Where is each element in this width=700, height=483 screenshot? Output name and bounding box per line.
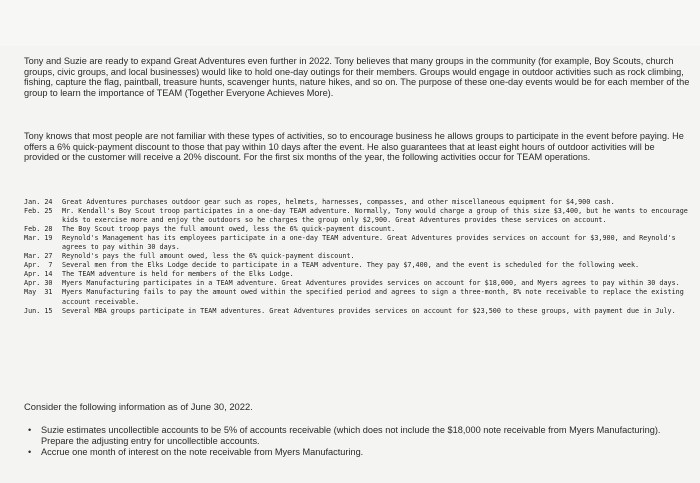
transaction-date: Apr. 14 [24,270,53,279]
transaction-text: Several men from the Elks Lodge decide to participate in a TEAM adventure. They pay $7,400, and the event is scheduled for the following week. [62,261,640,270]
consider-heading: Consider the following information as of June 30, 2022. [24,401,253,412]
transaction-row [24,198,692,207]
transaction-text: Great Adventures purchases outdoor gear such as ropes, helmets, harnesses, compasses, and other miscellaneous equipment for $4,900 cash. [62,198,615,206]
transaction-date: Mar. 19 [24,234,53,243]
transaction-row [24,307,692,316]
list-item [24,447,690,458]
transaction-date: May 31 [24,288,53,297]
list-item [24,425,690,447]
transaction-row [24,207,692,225]
transaction-text: Reynold's Management has its employees participate in a one-day TEAM adventure. Great Adventures provides services on account for $3,900, and Reynold's agrees to pay within 30 days. [62,234,676,252]
transaction-text: The TEAM adventure is held for members of the Elks Lodge. [62,270,294,279]
transaction-text: Myers Manufacturing participates in a TEAM adventure. Great Adventures provides services on account for $18,000, and Myers agrees to pay within 30 days. [62,279,680,288]
transaction-row [24,225,692,234]
requirements-list [24,425,690,457]
transaction-date: Feb. 28 [24,225,53,234]
transaction-row [24,288,692,306]
requirement-text: Suzie estimates uncollectible accounts to be 5% of accounts receivable (which does not include the $18,000 note receivable from Myers Manufacturing). Prepare the adjusting entry for uncollectible accounts. [41,425,661,446]
top-blank-area [0,0,700,46]
transaction-text: The Boy Scout troop pays the full amount owed, less the 6% quick-payment discount. [62,225,396,234]
intro-paragraph-2: Tony knows that most people are not familiar with these types of activities, so to encourage business he allows groups to participate in the event before paying. He offers a 6% quick-payment discount to those that pay within 10 days after the event. He also guarantees that at least eight hours of outdoor activities will be provided or the customer will receive a 20% discount. For the first six months of the year, the following activities occur for TEAM operations. [24,131,684,163]
transaction-row [24,279,692,288]
transaction-text: Mr. Kendall's Boy Scout troop participates in a one-day TEAM adventure. Normally, Tony would charge a group of this size $3,400, but he wants to encourage kids to exercise more and enjoy the outdoors so he charges the group only $2,900. Great Adventures provides these services on account. [62,207,688,225]
bullet-icon: • [28,425,32,435]
transaction-date: Mar. 27 [24,252,53,261]
transaction-date: Feb. 25 [24,207,53,216]
transaction-date: Jun. 15 [24,306,53,315]
intro-paragraph-1: Tony and Suzie are ready to expand Great Adventures even further in 2022. Tony believes that many groups in the community (for example, Boy Scouts, church groups, civic groups, and local businesses) would like to hold one-day outings for their members. Groups would engage in outdoor activities such as rock climbing, fishing, capture the flag, paintball, treasure hunts, scavenger hunts, nature hikes, and so on. The purpose of these one-day events would be for each member of the group to learn the importance of TEAM (Together Everyone Achieves More). [24,56,690,98]
transaction-text: Reynold's pays the full amount owed, less the 6% quick-payment discount. [62,252,355,261]
transaction-row [24,270,692,279]
transaction-row [24,261,692,270]
requirement-text: Accrue one month of interest on the note receivable from Myers Manufacturing. [41,446,364,457]
transaction-row [24,252,692,261]
transaction-date: Apr. 30 [24,279,53,288]
transaction-date: Jan. 24 [24,198,53,206]
transaction-row [24,234,692,252]
transaction-date: Apr. 7 [24,261,53,270]
transaction-text: Myers Manufacturing fails to pay the amount owed within the specified period and agrees to sign a three-month, 8% note receivable to replace the existing account receivable. [62,288,684,306]
transaction-list [24,198,692,316]
transaction-text: Several MBA groups participate in TEAM adventures. Great Adventures provides services on account for $23,500 to these groups, with payment due in July. [62,306,676,315]
bullet-icon: • [28,446,32,457]
